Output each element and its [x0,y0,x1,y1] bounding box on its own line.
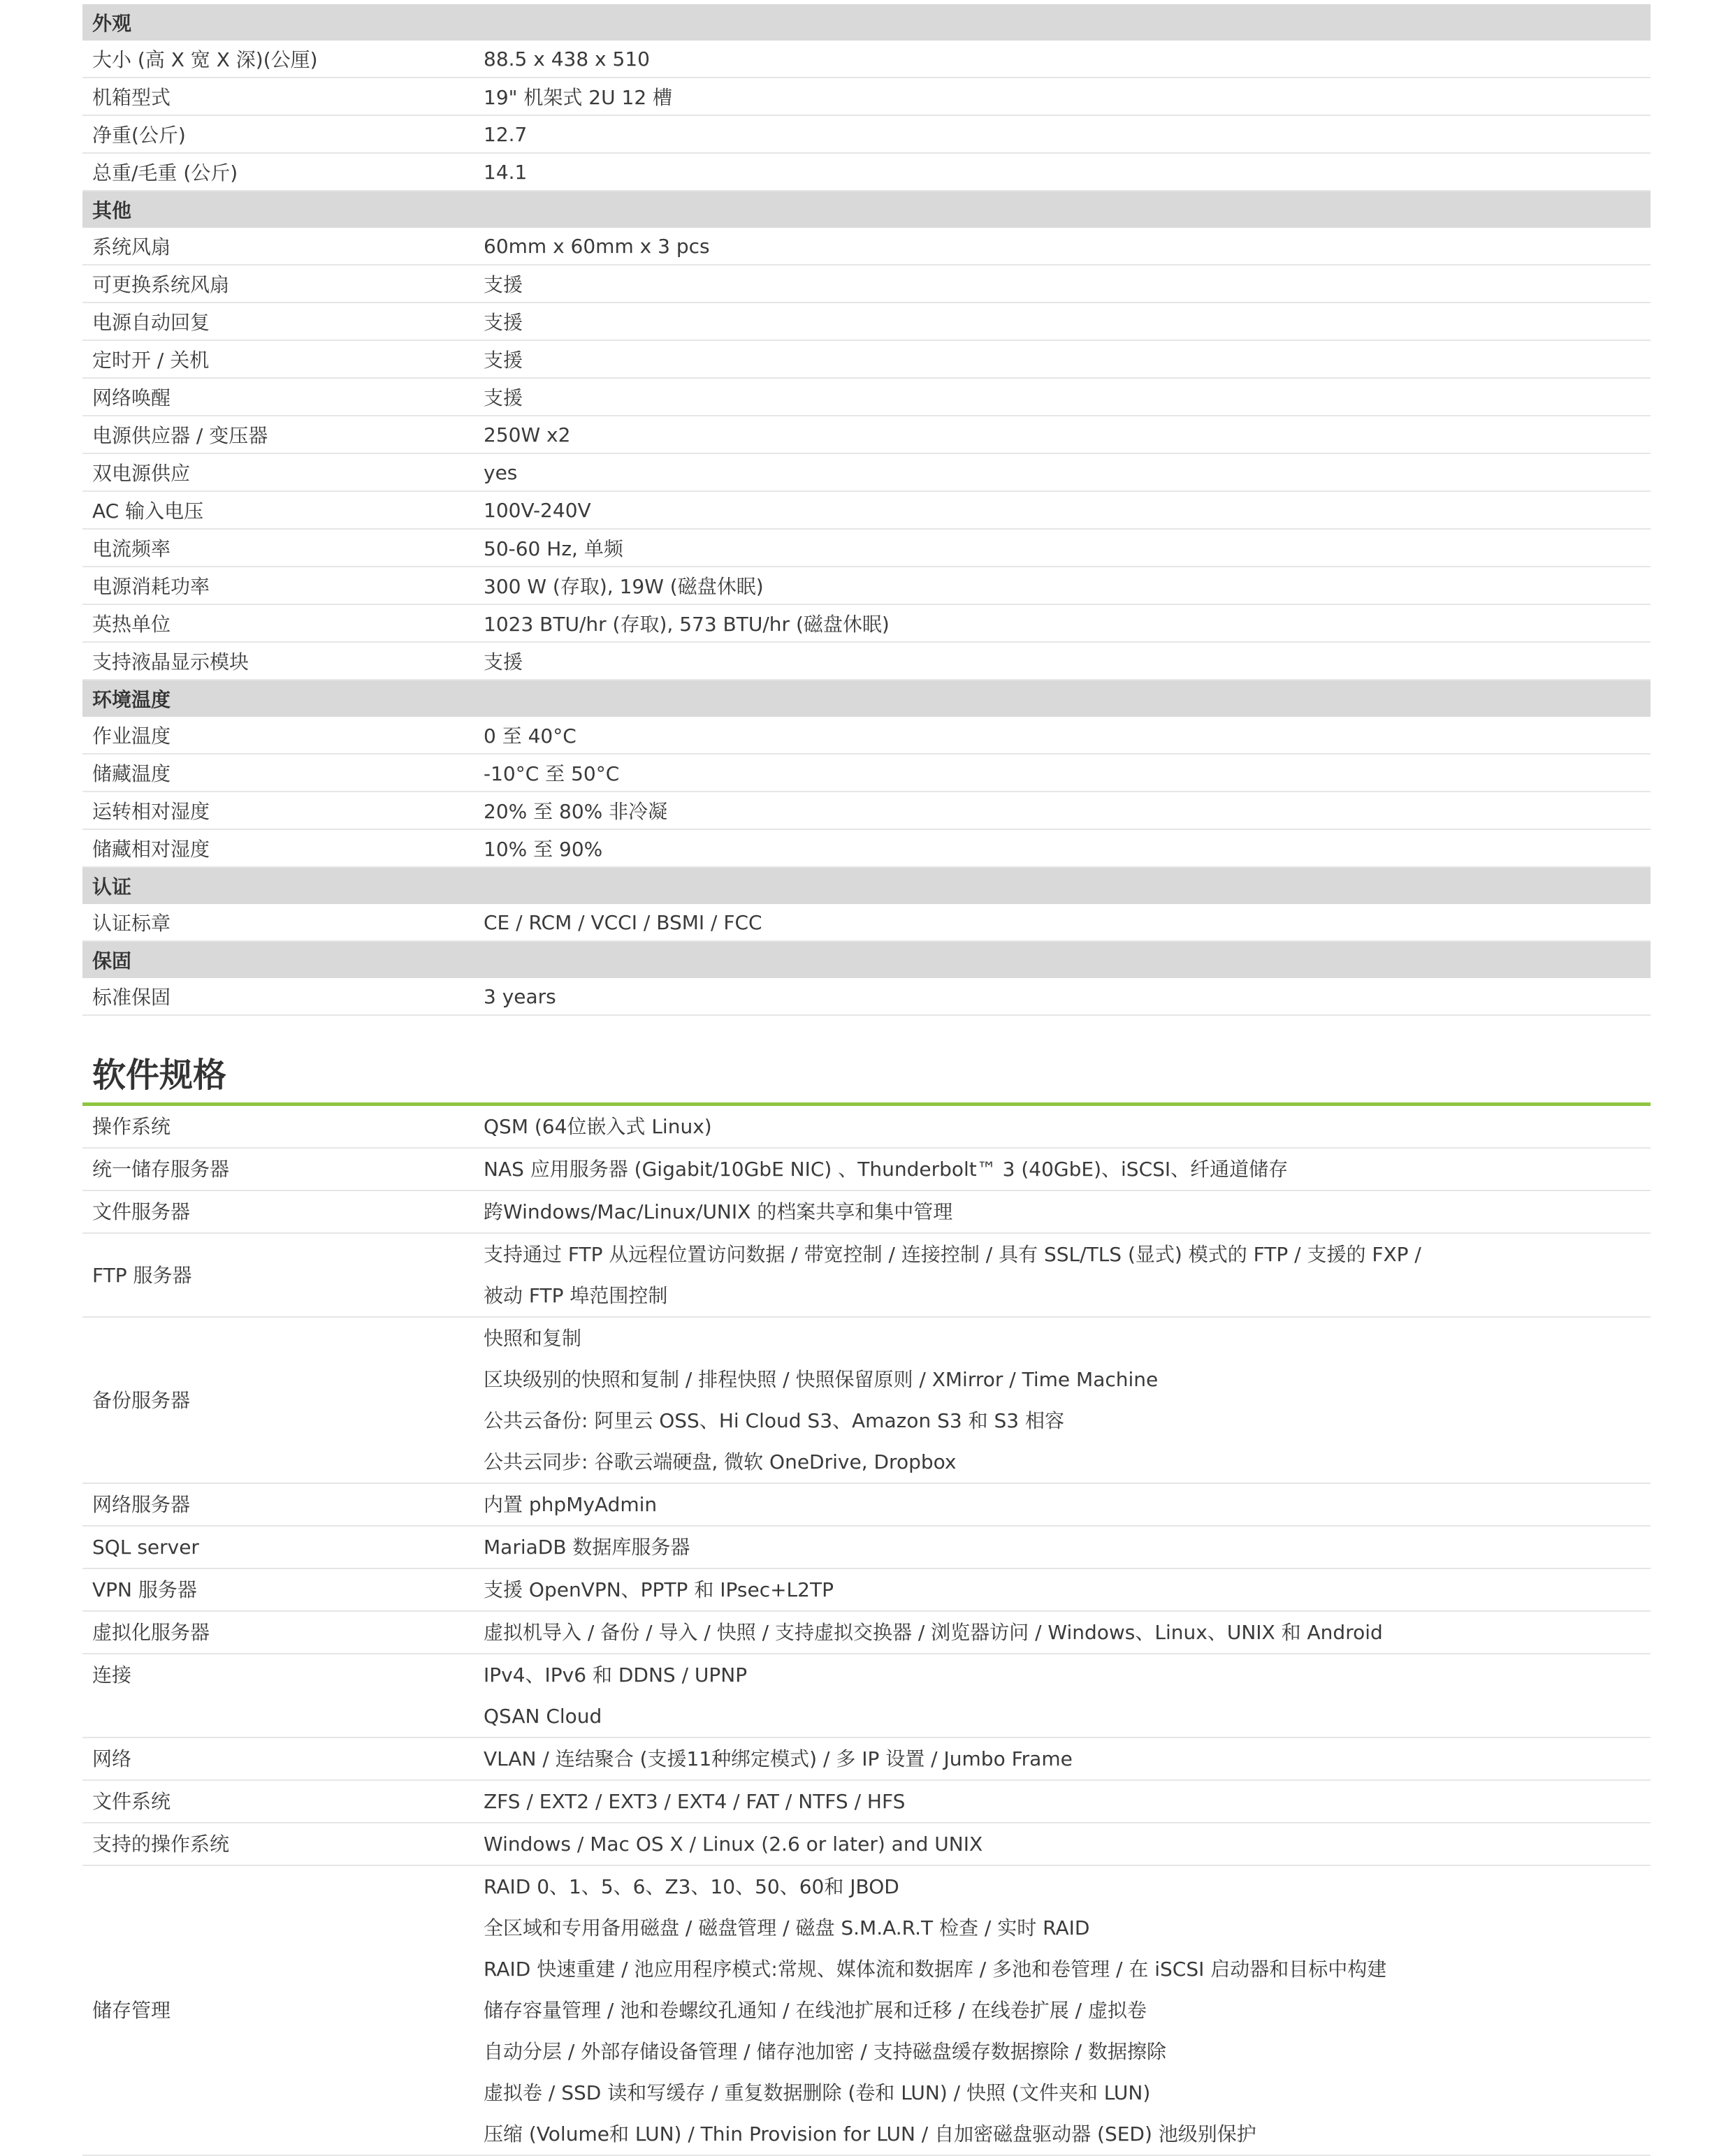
software-spec-label: VPN 服务器 [82,1568,474,1611]
spec-row [82,303,1651,340]
software-spec-row [82,1483,1651,1526]
spec-page [82,4,1651,2156]
spec-label: 系统风扇 [82,228,474,265]
software-spec-label: 统一储存服务器 [82,1148,474,1190]
software-spec-row [82,1568,1651,1611]
spec-label: 支持液晶显示模块 [82,642,474,680]
value-line: Windows / Mac OS X / Linux (2.6 or later) and UNIX [484,1833,983,1856]
spec-row [82,904,1651,941]
spec-row [82,717,1651,754]
spec-value: -10°C 至 50°C [474,754,1651,792]
spec-label: 作业温度 [82,717,474,754]
software-spec-row [82,1738,1651,1780]
spec-label: 净重(公斤) [82,115,474,153]
spec-row [82,529,1651,567]
value-line: RAID 快速重建 / 池应用程序模式:常规、媒体流和数据库 / 多池和卷管理 / 在 iSCSI 启动器和目标中构建 [484,1958,1387,1981]
spec-label: 电源自动回复 [82,303,474,340]
spec-label: 电流频率 [82,529,474,567]
spec-label: 标准保固 [82,978,474,1015]
software-spec-row [82,1780,1651,1823]
value-line: 内置 phpMyAdmin [484,1493,658,1516]
value-line: 压缩 (Volume和 LUN) / Thin Provision for LUN / 自加密磁盘驱动器 (SED) 池级别保护 [484,2122,1256,2146]
spec-value: 100V-240V [474,491,1651,529]
spec-label: 英热单位 [82,604,474,642]
spec-value: 300 W (存取), 19W (磁盘休眠) [474,567,1651,604]
spec-label: AC 输入电压 [82,491,474,529]
section-header-row [82,941,1651,978]
software-spec-value [474,1190,1651,1233]
value-line: 虚拟卷 / SSD 读和写缓存 / 重复数据删除 (卷和 LUN) / 快照 (文件夹和 LUN) [484,2081,1151,2104]
spec-value: 1023 BTU/hr (存取), 573 BTU/hr (磁盘休眠) [474,604,1651,642]
value-line: 支援 OpenVPN、PPTP 和 IPsec+L2TP [484,1578,834,1601]
software-spec-label: FTP 服务器 [82,1233,474,1317]
spec-value: 88.5 x 438 x 510 [474,41,1651,78]
spec-row [82,78,1651,115]
section-header-row [82,191,1651,228]
software-spec-value [474,1233,1651,1317]
spec-value: 50-60 Hz, 单频 [474,529,1651,567]
spec-row [82,453,1651,491]
section-title: 保固 [82,941,1651,978]
software-spec-label: 文件服务器 [82,1190,474,1233]
value-line: 虚拟机导入 / 备份 / 导入 / 快照 / 支持虚拟交换器 / 浏览器访问 / Windows、Linux、UNIX 和 Android [484,1621,1383,1644]
section-header-row [82,4,1651,41]
spec-value: 支援 [474,340,1651,378]
software-spec-row [82,1526,1651,1568]
spec-label: 储藏相对湿度 [82,829,474,867]
spec-label: 总重/毛重 (公斤) [82,153,474,191]
software-spec-value [474,1780,1651,1823]
software-spec-label: 储存管理 [82,1865,474,2155]
spec-value: 支援 [474,265,1651,303]
value-line: QSAN Cloud [484,1705,602,1728]
spec-value: 支援 [474,378,1651,416]
value-line: VLAN / 连结聚合 (支援11种绑定模式) / 多 IP 设置 / Jumbo Frame [484,1747,1073,1770]
software-spec-label: SQL server [82,1526,474,1568]
value-line: 自动分层 / 外部存储设备管理 / 储存池加密 / 支持磁盘缓存数据擦除 / 数据擦除 [484,2040,1166,2063]
spec-value: 20% 至 80% 非冷凝 [474,792,1651,829]
spec-value: 0 至 40°C [474,717,1651,754]
section-title: 其他 [82,191,1651,228]
software-spec-label: 备份服务器 [82,1317,474,1483]
value-line: 公共云备份: 阿里云 OSS、Hi Cloud S3、Amazon S3 和 S3 相容 [484,1409,1064,1432]
section-header-row [82,680,1651,717]
software-spec-row [82,1317,1651,1483]
spec-value: 14.1 [474,153,1651,191]
spec-label: 大小 (高 X 宽 X 深)(公厘) [82,41,474,78]
spec-value: 19" 机架式 2U 12 槽 [474,78,1651,115]
spec-label: 电源供应器 / 变压器 [82,416,474,453]
software-spec-table [82,1106,1651,2156]
spec-row [82,416,1651,453]
section-title: 外观 [82,4,1651,41]
spec-label: 运转相对湿度 [82,792,474,829]
spec-value: 250W x2 [474,416,1651,453]
value-line: 储存容量管理 / 池和卷螺纹孔通知 / 在线池扩展和迁移 / 在线卷扩展 / 虚拟卷 [484,1999,1147,2022]
spec-value: 3 years [474,978,1651,1015]
section-header-row [82,867,1651,904]
value-line: 全区域和专用备用磁盘 / 磁盘管理 / 磁盘 S.M.A.R.T 检查 / 实时 RAID [484,1916,1090,1939]
value-line: ZFS / EXT2 / EXT3 / EXT4 / FAT / NTFS / HFS [484,1790,906,1813]
software-spec-label: 网络服务器 [82,1483,474,1526]
software-spec-value [474,1526,1651,1568]
spec-row [82,829,1651,867]
software-spec-label: 网络 [82,1738,474,1780]
software-spec-title: 软件规格 [82,1054,1651,1106]
software-spec-row [82,1654,1651,1738]
software-spec-value [474,1865,1651,2155]
spec-value: 60mm x 60mm x 3 pcs [474,228,1651,265]
value-line: 跨Windows/Mac/Linux/UNIX 的档案共享和集中管理 [484,1200,953,1223]
software-spec-value [474,1317,1651,1483]
software-spec-row [82,1823,1651,1865]
software-spec-value [474,1148,1651,1190]
value-line: NAS 应用服务器 (Gigabit/10GbE NIC) 、Thunderbolt™ 3 (40GbE)、iSCSI、纤通道储存 [484,1158,1289,1181]
value-line: 支持通过 FTP 从远程位置访问数据 / 带宽控制 / 连接控制 / 具有 SSL/TLS (显式) 模式的 FTP / 支援的 FXP / [484,1243,1421,1266]
value-line: 区块级别的快照和复制 / 排程快照 / 快照保留原则 / XMirror / Time Machine [484,1368,1159,1391]
software-spec-label: 支持的操作系统 [82,1823,474,1865]
software-spec-value [474,1106,1651,1148]
spec-row [82,792,1651,829]
spec-label: 认证标章 [82,904,474,941]
spec-row [82,115,1651,153]
spec-row [82,491,1651,529]
spec-value: yes [474,453,1651,491]
software-spec-label: 文件系统 [82,1780,474,1823]
spec-row [82,978,1651,1015]
value-line: RAID 0、1、5、6、Z3、10、50、60和 JBOD [484,1875,899,1898]
spec-row [82,265,1651,303]
spec-label: 机箱型式 [82,78,474,115]
section-title: 认证 [82,867,1651,904]
section-title: 环境温度 [82,680,1651,717]
spec-value: CE / RCM / VCCI / BSMI / FCC [474,904,1651,941]
spec-label: 储藏温度 [82,754,474,792]
software-spec-row [82,1148,1651,1190]
software-spec-value [474,1654,1651,1738]
spec-row [82,340,1651,378]
spec-row [82,41,1651,78]
software-spec-value [474,1483,1651,1526]
software-spec-label: 操作系统 [82,1106,474,1148]
spec-label: 电源消耗功率 [82,567,474,604]
spec-label: 双电源供应 [82,453,474,491]
software-spec-value [474,1823,1651,1865]
value-line: MariaDB 数据库服务器 [484,1536,690,1559]
software-spec-row [82,1233,1651,1317]
spec-row [82,378,1651,416]
software-spec-row [82,1611,1651,1654]
software-spec-row [82,1865,1651,2155]
software-spec-row [82,1190,1651,1233]
spec-row [82,604,1651,642]
spec-value: 10% 至 90% [474,829,1651,867]
software-spec-label: 虚拟化服务器 [82,1611,474,1654]
software-spec-value [474,1738,1651,1780]
software-spec-value [474,1568,1651,1611]
spec-value: 支援 [474,303,1651,340]
hardware-spec-table [82,4,1651,1016]
spec-value: 支援 [474,642,1651,680]
spec-row [82,642,1651,680]
spec-label: 可更换系统风扇 [82,265,474,303]
value-line: 快照和复制 [484,1327,582,1350]
spec-row [82,228,1651,265]
value-line: 被动 FTP 埠范围控制 [484,1284,668,1307]
software-spec-value [474,1611,1651,1654]
value-line: 公共云同步: 谷歌云端硬盘, 微软 OneDrive, Dropbox [484,1450,957,1473]
software-spec-label: 连接 [82,1654,474,1738]
spec-row [82,754,1651,792]
software-spec-row [82,1106,1651,1148]
value-line: IPv4、IPv6 和 DDNS / UPNP [484,1663,748,1687]
spec-row [82,153,1651,191]
value-line: QSM (64位嵌入式 Linux) [484,1115,712,1138]
spec-label: 网络唤醒 [82,378,474,416]
spec-value: 12.7 [474,115,1651,153]
spec-label: 定时开 / 关机 [82,340,474,378]
spec-row [82,567,1651,604]
